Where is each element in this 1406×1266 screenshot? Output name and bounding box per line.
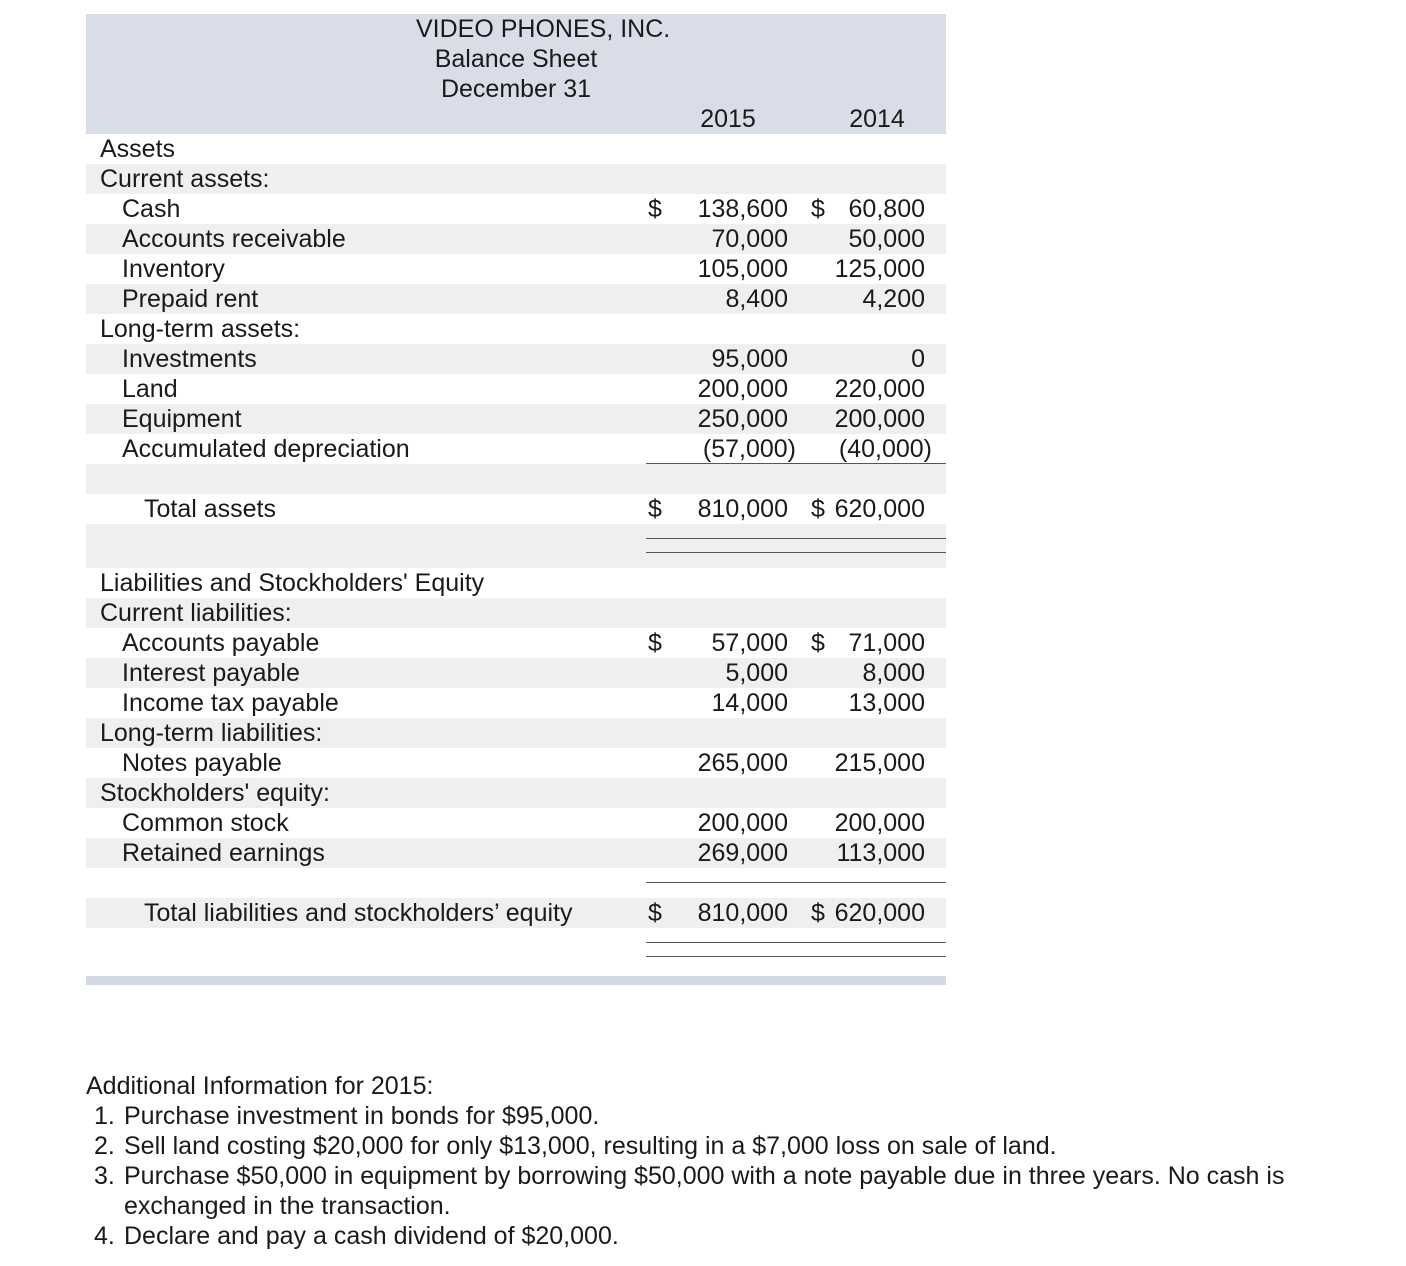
value-2014: (40,000) [838, 435, 932, 463]
row-label: Equipment [122, 405, 242, 433]
dollar-sign: $ [648, 495, 662, 523]
liabilities-heading-row [86, 568, 946, 598]
value-2014: 200,000 [834, 809, 925, 837]
value-2015: 810,000 [697, 495, 788, 523]
row-label: Total liabilities and stockholders’ equity [144, 899, 573, 927]
equity-heading-row [86, 778, 946, 808]
value-2015: 105,000 [697, 255, 788, 283]
value-2015: 269,000 [697, 839, 788, 867]
spacer-row [86, 868, 946, 898]
column-header-2014: 2014 [849, 105, 905, 133]
list-item [86, 1221, 1386, 1251]
row-label: Total assets [144, 495, 277, 523]
double-rule [646, 552, 946, 553]
dollar-sign: $ [811, 629, 825, 657]
dollar-sign: $ [811, 495, 825, 523]
row-label: Notes payable [122, 749, 282, 777]
value-2015: 5,000 [725, 659, 788, 687]
value-2015: 14,000 [711, 689, 788, 717]
table-row [86, 224, 946, 254]
item-number: 2. [94, 1132, 115, 1160]
current-liabilities-heading-row [86, 598, 946, 628]
table-row [86, 688, 946, 718]
value-2015: 8,400 [725, 285, 788, 313]
longterm-liabilities-heading: Long-term liabilities: [100, 719, 323, 747]
value-2015: 200,000 [697, 809, 788, 837]
row-label: Accumulated depreciation [122, 435, 410, 463]
row-label: Prepaid rent [122, 285, 259, 313]
value-2015: 810,000 [697, 899, 788, 927]
value-2014: 620,000 [834, 899, 925, 927]
value-2014: 220,000 [834, 375, 925, 403]
item-number: 1. [94, 1102, 115, 1130]
value-2014: 200,000 [834, 405, 925, 433]
table-row [86, 344, 946, 374]
row-label: Cash [122, 195, 181, 223]
table-row [86, 284, 946, 314]
value-2014: 8,000 [862, 659, 925, 687]
double-rule [646, 538, 946, 539]
item-text: Purchase $50,000 in equipment by borrowing $50,000 with a note payable due in three years. No cash is exchanged in the transaction. [124, 1162, 1285, 1220]
longterm-assets-heading-row [86, 314, 946, 344]
value-2015: 250,000 [697, 405, 788, 433]
current-assets-heading-row [86, 164, 946, 194]
row-label: Interest payable [122, 659, 300, 687]
item-number: 4. [94, 1222, 115, 1250]
table-row [86, 374, 946, 404]
dollar-sign: $ [811, 899, 825, 927]
spacer-row [86, 464, 946, 494]
subtotal-rule [646, 463, 946, 464]
row-label: Land [122, 375, 178, 403]
longterm-assets-heading: Long-term assets: [100, 315, 301, 343]
row-label: Income tax payable [122, 689, 339, 717]
row-label: Accounts receivable [122, 225, 346, 253]
total-liabilities-row [86, 898, 946, 928]
total-assets-row [86, 494, 946, 524]
value-2014: 13,000 [848, 689, 925, 717]
spacer-row [86, 524, 946, 568]
value-2014: 71,000 [848, 629, 925, 657]
value-2014: 113,000 [836, 839, 925, 867]
value-2015: 70,000 [711, 225, 788, 253]
value-2014: 125,000 [834, 255, 925, 283]
list-item [86, 1161, 1364, 1221]
value-2015: 57,000 [711, 629, 788, 657]
additional-info-title: Additional Information for 2015: [86, 1072, 434, 1100]
table-row [86, 404, 946, 434]
double-rule [646, 942, 946, 943]
row-label: Inventory [122, 255, 225, 283]
column-header-2015: 2015 [700, 105, 756, 133]
table-row [86, 194, 946, 224]
dollar-sign: $ [648, 195, 662, 223]
row-label: Accounts payable [122, 629, 320, 657]
row-label: Retained earnings [122, 839, 325, 867]
value-2014: 0 [911, 345, 925, 373]
table-row [86, 628, 946, 658]
value-2015: 265,000 [697, 749, 788, 777]
value-2015: 200,000 [697, 375, 788, 403]
statement-date: December 31 [440, 75, 592, 103]
value-2015: 95,000 [711, 345, 788, 373]
value-2014: 50,000 [848, 225, 925, 253]
equity-heading: Stockholders' equity: [100, 779, 330, 807]
spacer-row [86, 928, 946, 986]
table-row [86, 808, 946, 838]
table-row [86, 434, 946, 464]
assets-heading-row [86, 134, 946, 164]
row-label: Investments [122, 345, 257, 373]
value-2014: 4,200 [862, 285, 925, 313]
balance-sheet-table [86, 14, 946, 986]
value-2014: 620,000 [834, 495, 925, 523]
double-rule [646, 956, 946, 957]
list-item [86, 1101, 1386, 1131]
table-row [86, 838, 946, 868]
company-name: VIDEO PHONES, INC. [416, 15, 671, 43]
item-text: Purchase investment in bonds for $95,000. [124, 1102, 600, 1130]
item-text: Declare and pay a cash dividend of $20,000. [124, 1222, 619, 1250]
value-2015: 138,600 [697, 195, 788, 223]
current-liabilities-heading: Current liabilities: [100, 599, 292, 627]
current-assets-heading: Current assets: [100, 165, 270, 193]
list-item [86, 1131, 1386, 1161]
table-header [86, 14, 946, 134]
dollar-sign: $ [648, 899, 662, 927]
item-text: Sell land costing $20,000 for only $13,000, resulting in a $7,000 loss on sale of land. [124, 1132, 1057, 1160]
liabilities-heading: Liabilities and Stockholders' Equity [100, 569, 485, 597]
value-2014: 215,000 [834, 749, 925, 777]
table-row [86, 254, 946, 284]
subtotal-rule [646, 882, 946, 883]
table-row [86, 748, 946, 778]
additional-info-list [86, 1101, 1386, 1251]
statement-title: Balance Sheet [434, 45, 598, 73]
item-number: 3. [94, 1162, 115, 1190]
table-footer-bar [86, 976, 946, 985]
table-row [86, 658, 946, 688]
dollar-sign: $ [811, 195, 825, 223]
assets-heading: Assets [100, 135, 176, 163]
value-2015: (57,000) [702, 435, 796, 463]
longterm-liabilities-heading-row [86, 718, 946, 748]
additional-information [86, 1071, 1386, 1251]
value-2014: 60,800 [848, 195, 925, 223]
row-label: Common stock [122, 809, 289, 837]
dollar-sign: $ [648, 629, 662, 657]
